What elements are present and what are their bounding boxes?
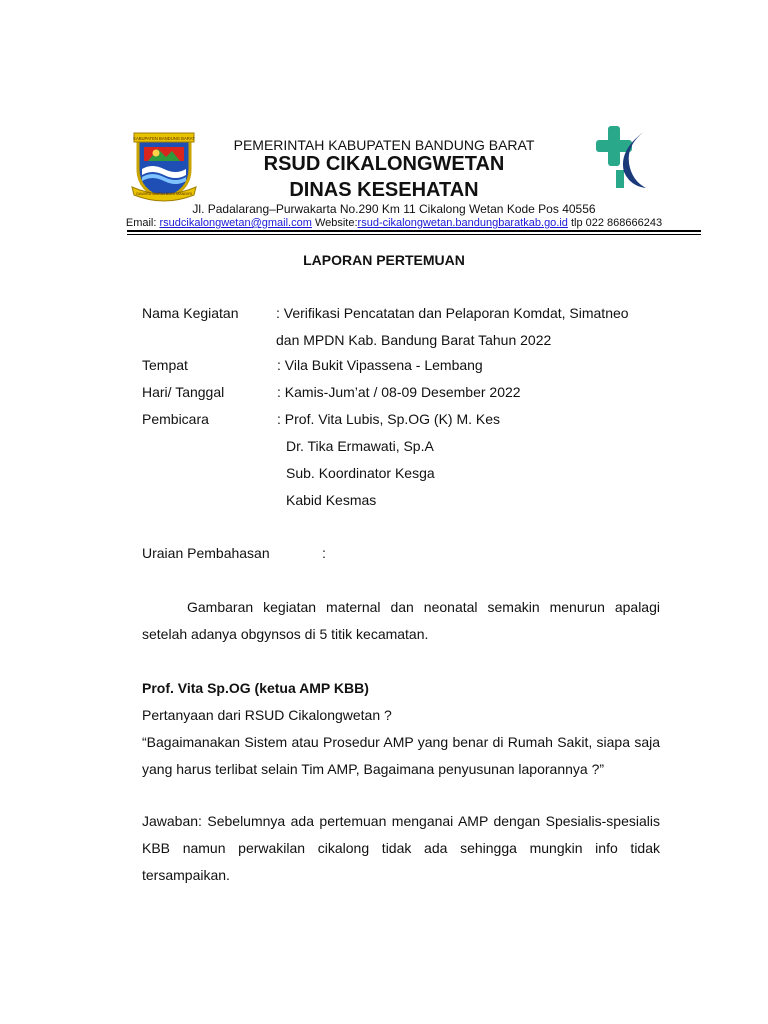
- email-label: Email:: [125, 217, 160, 229]
- email-link[interactable]: rsudcikalongwetan@gmail.com: [159, 217, 312, 229]
- website-label: Website:: [311, 217, 358, 229]
- answer-text: Jawaban: Sebelumnya ada pertemuan menganai AMP dengan Spesialis-spesialis KBB namun perwakilan cikalong tidak ada sehingga mungkin info tidak tersampaikan.: [142, 813, 660, 883]
- header-divider-thin: [127, 234, 701, 235]
- pembicara-label: Pembicara: [142, 411, 209, 427]
- document-title: LAPORAN PERTEMUAN: [303, 252, 465, 268]
- uraian-pembahasan-label: Uraian Pembahasan: [142, 545, 270, 561]
- hari-tanggal-value: : Kamis-Jum’at / 08-09 Desember 2022: [277, 384, 521, 400]
- tempat-value: : Vila Bukit Vipassena - Lembang: [277, 357, 483, 373]
- question-text: “Bagaimanakan Sistem atau Prosedur AMP yang benar di Rumah Sakit, siapa saja yang harus terlibat selain Tim AMP, Bagaimana penyusunan laporannya ?”: [142, 734, 660, 777]
- letterhead-address: Jl. Padalarang–Purwakarta No.290 Km 11 Cikalong Wetan Kode Pos 40556: [192, 202, 596, 216]
- letterhead-hospital-name: RSUD CIKALONGWETAN: [263, 153, 505, 175]
- letterhead-contact: [0, 217, 768, 229]
- letterhead-government: PEMERINTAH KABUPATEN BANDUNG BARAT: [233, 137, 535, 153]
- website-link[interactable]: rsud-cikalongwetan.bandungbaratkab.go.id: [357, 217, 568, 229]
- paragraph-overview: Gambaran kegiatan maternal dan neonatal semakin menurun apalagi setelah adanya obgynsos di 5 titik kecamatan.: [142, 599, 660, 642]
- nama-kegiatan-label: Nama Kegiatan: [142, 305, 239, 321]
- pembicara-item-1: : Prof. Vita Lubis, Sp.OG (K) M. Kes: [277, 411, 501, 427]
- letterhead-department: DINAS KESEHATAN: [289, 179, 479, 201]
- pembicara-item-3: Sub. Koordinator Kesga: [286, 465, 435, 481]
- question-intro: Pertanyaan dari RSUD Cikalongwetan ?: [142, 707, 392, 723]
- uraian-pembahasan-colon: :: [322, 545, 326, 561]
- svg-text:GAWIRA WARGI BUDI MANDIRI: GAWIRA WARGI BUDI MANDIRI: [135, 192, 193, 196]
- tempat-label: Tempat: [142, 357, 188, 373]
- hari-tanggal-label: Hari/ Tanggal: [142, 384, 225, 400]
- section-heading: Prof. Vita Sp.OG (ketua AMP KBB): [142, 680, 369, 696]
- nama-kegiatan-value-line1: : Verifikasi Pencatatan dan Pelaporan Komdat, Simatneo: [276, 305, 629, 321]
- phone-text: tlp 022 868666243: [567, 217, 663, 229]
- header-divider-thick: [127, 230, 701, 232]
- nama-kegiatan-value-line2: dan MPDN Kab. Bandung Barat Tahun 2022: [276, 332, 552, 348]
- svg-text:KABUPATEN BANDUNG BARAT: KABUPATEN BANDUNG BARAT: [133, 136, 195, 141]
- pembicara-item-4: Kabid Kesmas: [286, 492, 377, 508]
- pembicara-item-2: Dr. Tika Ermawati, Sp.A: [286, 438, 434, 454]
